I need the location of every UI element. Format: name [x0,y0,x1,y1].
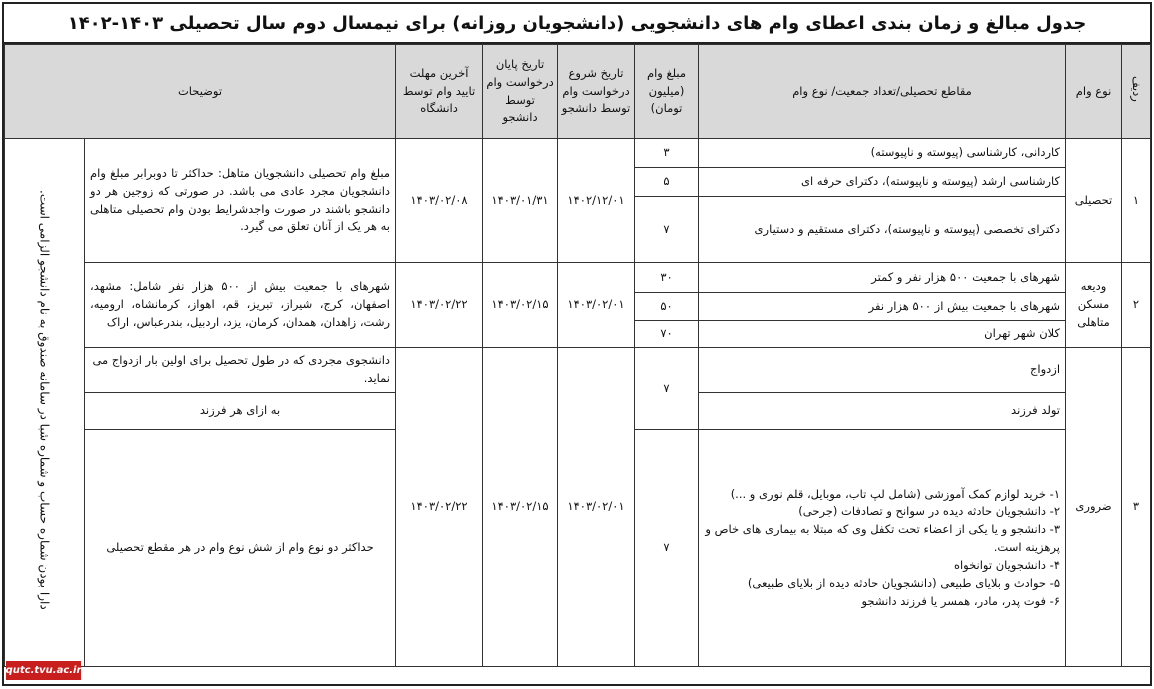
side-note: دارا بودن شماره حساب و شماره شبا در سامانه صندوق به نام دانشجو الزامی است. [37,189,52,610]
deadline-cell: ۱۴۰۳/۰۲/۲۲ [396,348,483,667]
amount-cell: ۵ [635,168,699,197]
level-cell: شهرهای با جمعیت ۵۰۰ هزار نفر و کمتر [699,263,1066,293]
level-cell: کارشناسی ارشد (پیوسته و ناپیوسته)، دکترای حرفه ای [699,168,1066,197]
deadline-cell: ۱۴۰۳/۰۲/۰۸ [396,139,483,263]
list-item: ۴- دانشجویان توانخواه [953,557,1061,572]
row-number: ۳ [1122,348,1151,667]
end-date-cell: ۱۴۰۳/۰۲/۱۵ [483,348,558,667]
marriage-cell: ازدواج [699,348,1066,393]
header-loan-type: نوع وام [1066,45,1122,139]
header-row [5,45,1151,139]
start-date-cell: ۱۴۰۲/۱۲/۰۱ [558,139,635,263]
loan-table [4,44,1151,667]
note-cell: دانشجوی مجردی که در طول تحصیل برای اولین بار ازدواج می نماید. [85,348,396,393]
amount-cell: ۷۰ [635,321,699,348]
amount-cell: ۵۰ [635,293,699,321]
amount-cell: ۷ [635,197,699,263]
amount-cell: ۷ [635,348,699,430]
level-cell: کاردانی، کارشناسی (پیوسته و ناپیوسته) [699,139,1066,168]
page-title: جدول مبالغ و زمان بندی اعطای وام های دانشجویی (دانشجویان روزانه) برای نیمسال دوم سال تحصیلی ۱۴۰۳-۱۴۰۲ [4,4,1150,44]
header-notes: توضیحات [5,45,396,139]
header-levels: مقاطع تحصیلی/تعداد جمعیت/ نوع وام [699,45,1066,139]
note-cell: به ازای هر فرزند [85,393,396,430]
amount-cell: ۳ [635,139,699,168]
list-item: ۱- خرید لوازم کمک آموزشی (شامل لپ تاب، موبایل، قلم نوری و ...) [730,486,1061,501]
childbirth-cell: تولد فرزند [699,393,1066,430]
loan-type-cell: ودیعه مسکن متاهلی [1066,263,1122,348]
amount-cell: ۷ [635,430,699,667]
side-note-cell [5,139,85,667]
header-amount: مبلغ وام (میلیون تومان) [635,45,699,139]
start-date-cell: ۱۴۰۳/۰۲/۰۱ [558,348,635,667]
list-item: ۲- دانشجویان حادثه دیده در سوانح و تصادفات (جرحی) [798,504,1061,519]
end-date-cell: ۱۴۰۳/۰۱/۳۱ [483,139,558,263]
table-row [5,348,1151,393]
note-cell: شهرهای با جمعیت بیش از ۵۰۰ هزار نفر شامل: مشهد، اصفهان، کرج، شیراز، تبریز، قم، اهواز، کرمانشاه، ارومیه، رشت، زاهدان، همدان، کرمان، یزد، اردبیل، بندرعباس، اراک [85,263,396,348]
amount-cell: ۳۰ [635,263,699,293]
row-number: ۲ [1122,263,1151,348]
list-item: ۳- دانشجو و یا یکی از اعضاء تحت تکفل وی که مبتلا به بیماری های خاص و پرهزینه است. [705,522,1061,555]
level-cell: کلان شهر تهران [699,321,1066,348]
start-date-cell: ۱۴۰۳/۰۲/۰۱ [558,263,635,348]
loan-type-cell: ضروری [1066,348,1122,667]
level-cell: شهرهای با جمعیت بیش از ۵۰۰ هزار نفر [699,293,1066,321]
row-number: ۱ [1122,139,1151,263]
deadline-cell: ۱۴۰۳/۰۲/۲۲ [396,263,483,348]
loan-type-cell: تحصیلی [1066,139,1122,263]
header-deadline: آخرین مهلت تایید وام توسط دانشگاه [396,45,483,139]
level-cell: دکترای تخصصی (پیوسته و ناپیوسته)، دکترای مستقیم و دستیاری [699,197,1066,263]
table-row [5,139,1151,168]
list-item: ۵- حوادث و بلایای طبیعی (دانشجویان حادثه دیده از بلایای طبیعی) [747,575,1061,590]
end-date-cell: ۱۴۰۳/۰۲/۱۵ [483,263,558,348]
header-row-number: ردیف [1122,45,1151,139]
table-row [5,263,1151,293]
header-start-date: تاریخ شروع درخواست وام توسط دانشجو [558,45,635,139]
note-cell: مبلغ وام تحصیلی دانشجویان متاهل: حداکثر تا دوبرابر مبلغ وام دانشجویان مجرد عادی می باشد. در صورتی که زوجین هر دو دانشجو باشند در صورت واجدشرایط بودن وام تحصیلی متاهلی به هر یک از آنان تعلق می گیرد. [85,139,396,263]
note-cell: حداکثر دو نوع وام از شش نوع وام در هر مقطع تحصیلی [85,430,396,667]
other-reasons-cell [699,430,1066,667]
list-item: ۶- فوت پدر، مادر، همسر یا فرزند دانشجو [861,593,1061,608]
header-end-date: تاریخ پایان درخواست وام توسط دانشجو [483,45,558,139]
site-logo: qutc.tvu.ac.ir [6,661,81,680]
